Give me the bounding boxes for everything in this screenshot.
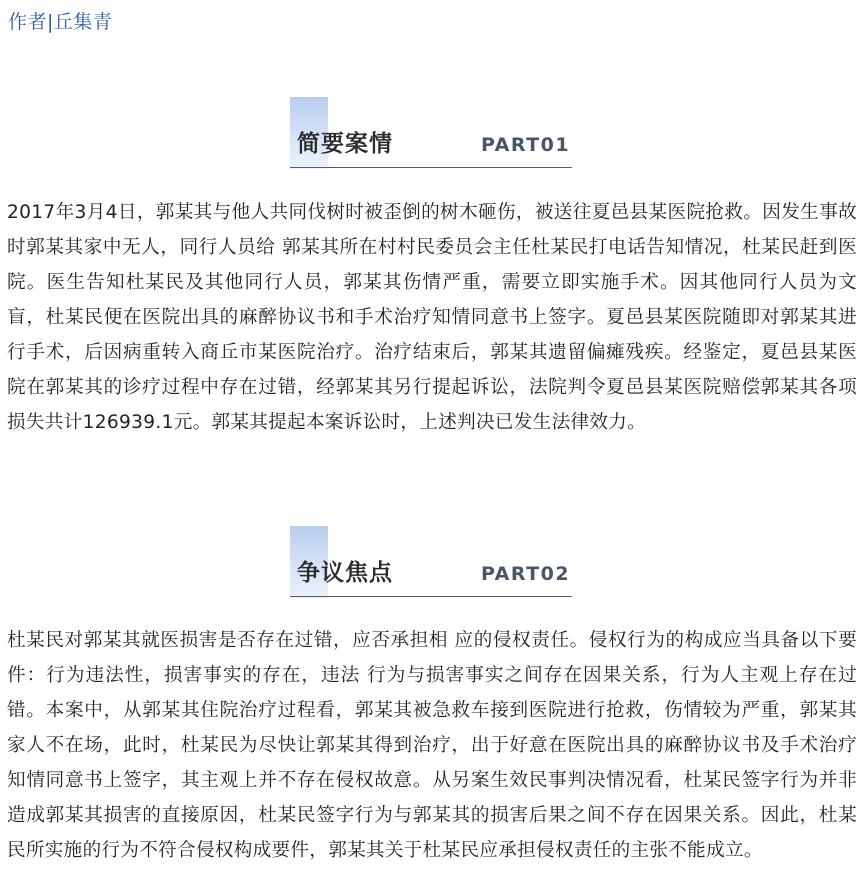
header-underline	[290, 596, 572, 597]
header-underline	[290, 167, 572, 168]
author-byline: 作者|丘集青	[8, 11, 113, 33]
section-part-label: PART01	[481, 134, 571, 156]
section-part-label: PART02	[481, 563, 571, 585]
section-title: 简要案情	[297, 131, 393, 157]
dispute-focus-paragraph: 杜某民对郭某其就医损害是否存在过错，应否承担相 应的侵权责任。侵权行为的构成应当具备以下要件：行为违法性，损害事实的存在，违法 行为与损害事实之间存在因果关系，行为人主观上存在过错。本案中，从郭某其住院治疗过程看，郭某其被急救车接到医院进行抢救，伤情较为严重，郭某其家人不在场，此时，杜某民为尽快让郭某其得到治疗，出于好意在医院出具的麻醉协议书及手术治疗知情同意书上签字，其主观上并不存在侵权故意。从另案生效民事判决情况看，杜某民签字行为并非造成郭某其损害的直接原因，杜某民签字行为与郭某其的损害后果之间不存在因果关系。因此，杜某民所实施的行为不符合侵权构成要件，郭某其关于杜某民应承担侵权责任的主张不能成立。	[7, 630, 857, 861]
section-header-dispute-focus	[290, 526, 572, 598]
section-header-case-summary	[290, 97, 572, 169]
section-title: 争议焦点	[297, 560, 393, 586]
case-summary-paragraph: 2017年3月4日，郭某其与他人共同伐树时被歪倒的树木砸伤，被送往夏邑县某医院抢救。因发生事故时郭某其家中无人，同行人员给 郭某其所在村村民委员会主任杜某民打电话告知情况，杜某民赶到医院。医生告知杜某民及其他同行人员，郭某其伤情严重，需要立即实施手术。因其他同行人员为文盲，杜某民便在医院出具的麻醉协议书和手术治疗知情同意书上签字。夏邑县某医院随即对郭某其进行手术，后因病重转入商丘市某医院治疗。治疗结束后，郭某其遗留偏瘫残疾。经鉴定，夏邑县某医院在郭某其的诊疗过程中存在过错，经郭某其另行提起诉讼，法院判令夏邑县某医院赔偿郭某其各项损失共计126939.1元。郭某其提起本案诉讼时，上述判决已发生法律效力。	[7, 202, 857, 433]
